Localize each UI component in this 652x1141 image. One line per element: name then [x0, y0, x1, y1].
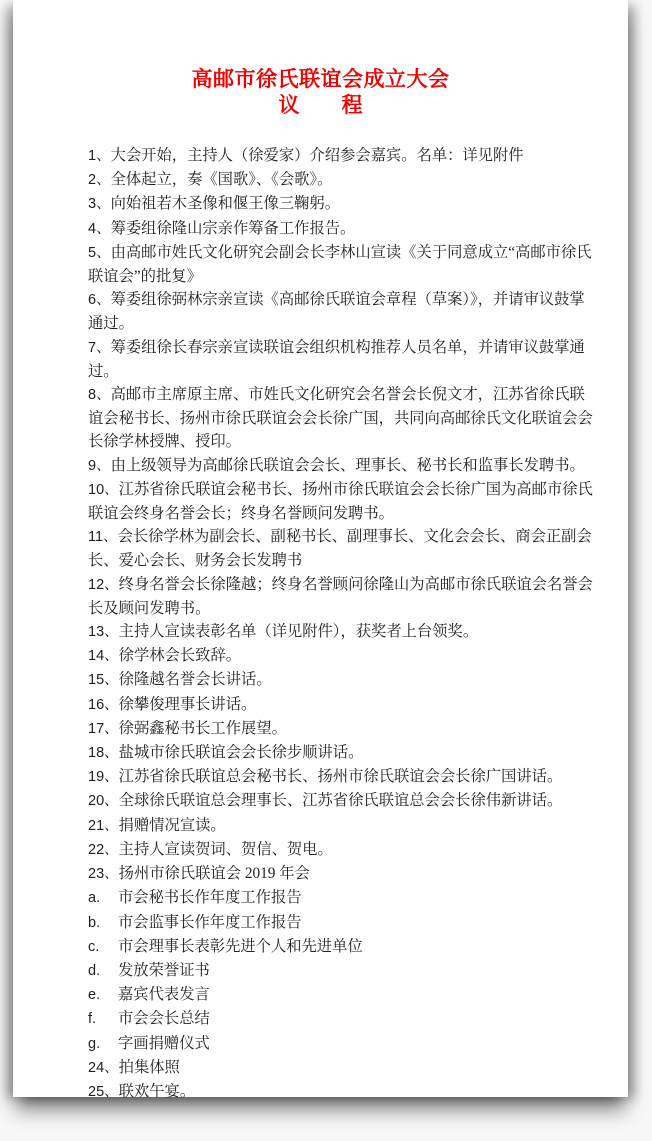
item-marker: 2、 — [88, 172, 111, 189]
item-marker: 13、 — [88, 624, 119, 641]
agenda-item-12 — [88, 573, 597, 620]
item-text: 嘉宾代表发言 — [118, 986, 210, 1004]
item-marker: 25、 — [88, 1083, 119, 1100]
agenda-subitem-b — [88, 911, 597, 935]
agenda-item-1 — [88, 144, 597, 168]
item-text: 市会秘书长作年度工作报告 — [118, 889, 302, 907]
item-text: 扬州市徐氏联谊会 2019 年会 — [118, 865, 310, 883]
item-marker: 9、 — [88, 457, 111, 474]
agenda-item-24 — [88, 1056, 597, 1080]
item-text: 筹委组徐弼林宗亲宣读《高邮徐氏联谊会章程（草案）》，并请审议鼓掌通过。 — [88, 291, 585, 333]
item-marker: f. — [88, 1011, 97, 1028]
item-text: 由上级领导为高邮徐氏联谊会会长、理事长、秘书长和监事长发聘书。 — [110, 456, 585, 474]
agenda-item-17 — [88, 717, 597, 741]
agenda-item-16 — [88, 693, 597, 717]
item-text: 盐城市徐氏联谊会会长徐步顺讲话。 — [118, 744, 364, 762]
agenda-item-5 — [88, 241, 597, 288]
item-marker: 21、 — [88, 817, 119, 834]
item-text: 市会监事长作年度工作报告 — [118, 913, 302, 931]
item-marker: 18、 — [88, 745, 119, 762]
item-marker: 10、 — [88, 481, 119, 498]
item-text: 全球徐氏联谊总会理事长、江苏省徐氏联谊总会会长徐伟新讲话。 — [118, 792, 563, 810]
item-text: 筹委组徐长春宗亲宣读联谊会组织机构推荐人员名单，并请审议鼓掌通过。 — [88, 338, 585, 380]
agenda-item-23 — [88, 862, 597, 886]
item-marker: c. — [88, 938, 100, 955]
item-marker: 4、 — [88, 220, 111, 237]
item-text: 联欢午宴。 — [118, 1082, 196, 1100]
item-marker: a. — [88, 890, 101, 907]
agenda-subitem-d — [88, 959, 597, 983]
item-text: 大会开始，主持人（徐爱家）介绍参会嘉宾。名单：详见附件 — [110, 147, 524, 164]
item-text: 终身名誉会长徐隆越；终身名誉顾问徐隆山为高邮市徐氏联谊会名誉会长及顾问发聘书。 — [88, 575, 593, 617]
item-text: 筹委组徐隆山宗亲作筹备工作报告。 — [110, 219, 356, 237]
agenda-item-19 — [88, 765, 597, 789]
item-marker: d. — [88, 962, 101, 979]
item-marker: 17、 — [88, 720, 119, 737]
item-marker: b. — [88, 914, 101, 931]
item-marker: 14、 — [88, 648, 119, 665]
agenda-subitem-g — [88, 1032, 597, 1056]
agenda-list — [13, 144, 628, 1104]
agenda-item-10 — [88, 478, 597, 525]
item-marker: g. — [88, 1035, 101, 1052]
agenda-subitem-c — [88, 935, 597, 959]
agenda-item-8 — [88, 383, 597, 454]
agenda-item-4 — [88, 217, 597, 241]
agenda-subitem-f — [88, 1007, 597, 1031]
item-marker: 22、 — [88, 841, 119, 858]
item-text: 市会会长总结 — [118, 1010, 210, 1028]
item-text: 主持人宣读表彰名单（详见附件），获奖者上台领奖。 — [118, 623, 479, 641]
agenda-item-25 — [88, 1080, 597, 1104]
item-text: 向始祖若木圣像和偃王像三鞠躬。 — [110, 195, 341, 213]
item-text: 捐赠情况宣读。 — [118, 816, 226, 834]
agenda-item-9 — [88, 454, 597, 478]
document-subtitle: 议 程 — [278, 93, 363, 117]
agenda-item-11 — [88, 525, 597, 572]
item-marker: 12、 — [88, 576, 119, 593]
item-marker: e. — [88, 987, 101, 1004]
item-text: 全体起立，奏《国歌》、《会歌》。 — [110, 171, 333, 189]
agenda-item-2 — [88, 168, 597, 192]
document-title: 高邮市徐氏联谊会成立大会 — [191, 67, 450, 91]
item-text: 江苏省徐氏联谊会秘书长、扬州市徐氏联谊会会长徐广国为高邮市徐氏联谊会终身名誉会长；终身名誉顾问发聘书。 — [88, 480, 593, 523]
item-text: 发放荣誉证书 — [118, 961, 210, 979]
agenda-item-20 — [88, 789, 597, 813]
item-marker: 19、 — [88, 769, 119, 786]
item-text: 拍集体照 — [118, 1058, 180, 1076]
item-text: 徐攀俊理事长讲话。 — [118, 695, 257, 713]
agenda-item-18 — [88, 741, 597, 765]
item-marker: 3、 — [88, 196, 111, 213]
document-page — [13, 0, 628, 1100]
item-marker: 5、 — [88, 244, 111, 261]
item-marker: 20、 — [88, 793, 119, 810]
item-text: 主持人宣读贺词、贺信、贺电。 — [118, 840, 333, 858]
item-text: 徐学林会长致辞。 — [118, 647, 242, 665]
agenda-item-3 — [88, 192, 597, 216]
item-marker: 23、 — [88, 866, 119, 883]
agenda-item-14 — [88, 644, 597, 668]
item-text: 徐隆越名誉会长讲话。 — [118, 671, 272, 689]
item-marker: 15、 — [88, 672, 119, 689]
item-text: 徐弼鑫秘书长工作展望。 — [118, 719, 287, 737]
agenda-item-13 — [88, 620, 597, 644]
item-marker: 8、 — [88, 387, 111, 404]
item-marker: 7、 — [88, 339, 111, 356]
item-text: 会长徐学林为副会长、副秘书长、副理事长、文化会会长、商会正副会长、爱心会长、财务会长发聘书 — [88, 528, 592, 570]
item-marker: 16、 — [88, 696, 119, 713]
agenda-subitem-e — [88, 983, 597, 1007]
agenda-subitem-a — [88, 886, 597, 910]
item-text: 高邮市主席原主席、市姓氏文化研究会名誉会长倪文才，江苏省徐氏联谊会秘书长、扬州市徐氏联谊会会长徐广国，共同向高邮徐氏文化联谊会会长徐学林授牌、授印。 — [88, 386, 593, 451]
item-marker: 6、 — [88, 292, 111, 309]
agenda-item-7 — [88, 336, 597, 383]
item-marker: 1、 — [88, 148, 111, 164]
item-text: 字画捐赠仪式 — [118, 1034, 210, 1052]
agenda-item-21 — [88, 814, 597, 838]
item-text: 市会理事长表彰先进个人和先进单位 — [118, 937, 363, 955]
agenda-item-15 — [88, 668, 597, 692]
item-text: 由高邮市姓氏文化研究会副会长李林山宣读《关于同意成立“高邮市徐氏联谊会”的批复》 — [88, 243, 592, 286]
item-text: 江苏省徐氏联谊总会秘书长、扬州市徐氏联谊会会长徐广国讲话。 — [118, 768, 563, 786]
item-marker: 11、 — [88, 529, 118, 546]
agenda-item-22 — [88, 838, 597, 862]
item-marker: 24、 — [88, 1059, 119, 1076]
agenda-item-6 — [88, 288, 597, 335]
